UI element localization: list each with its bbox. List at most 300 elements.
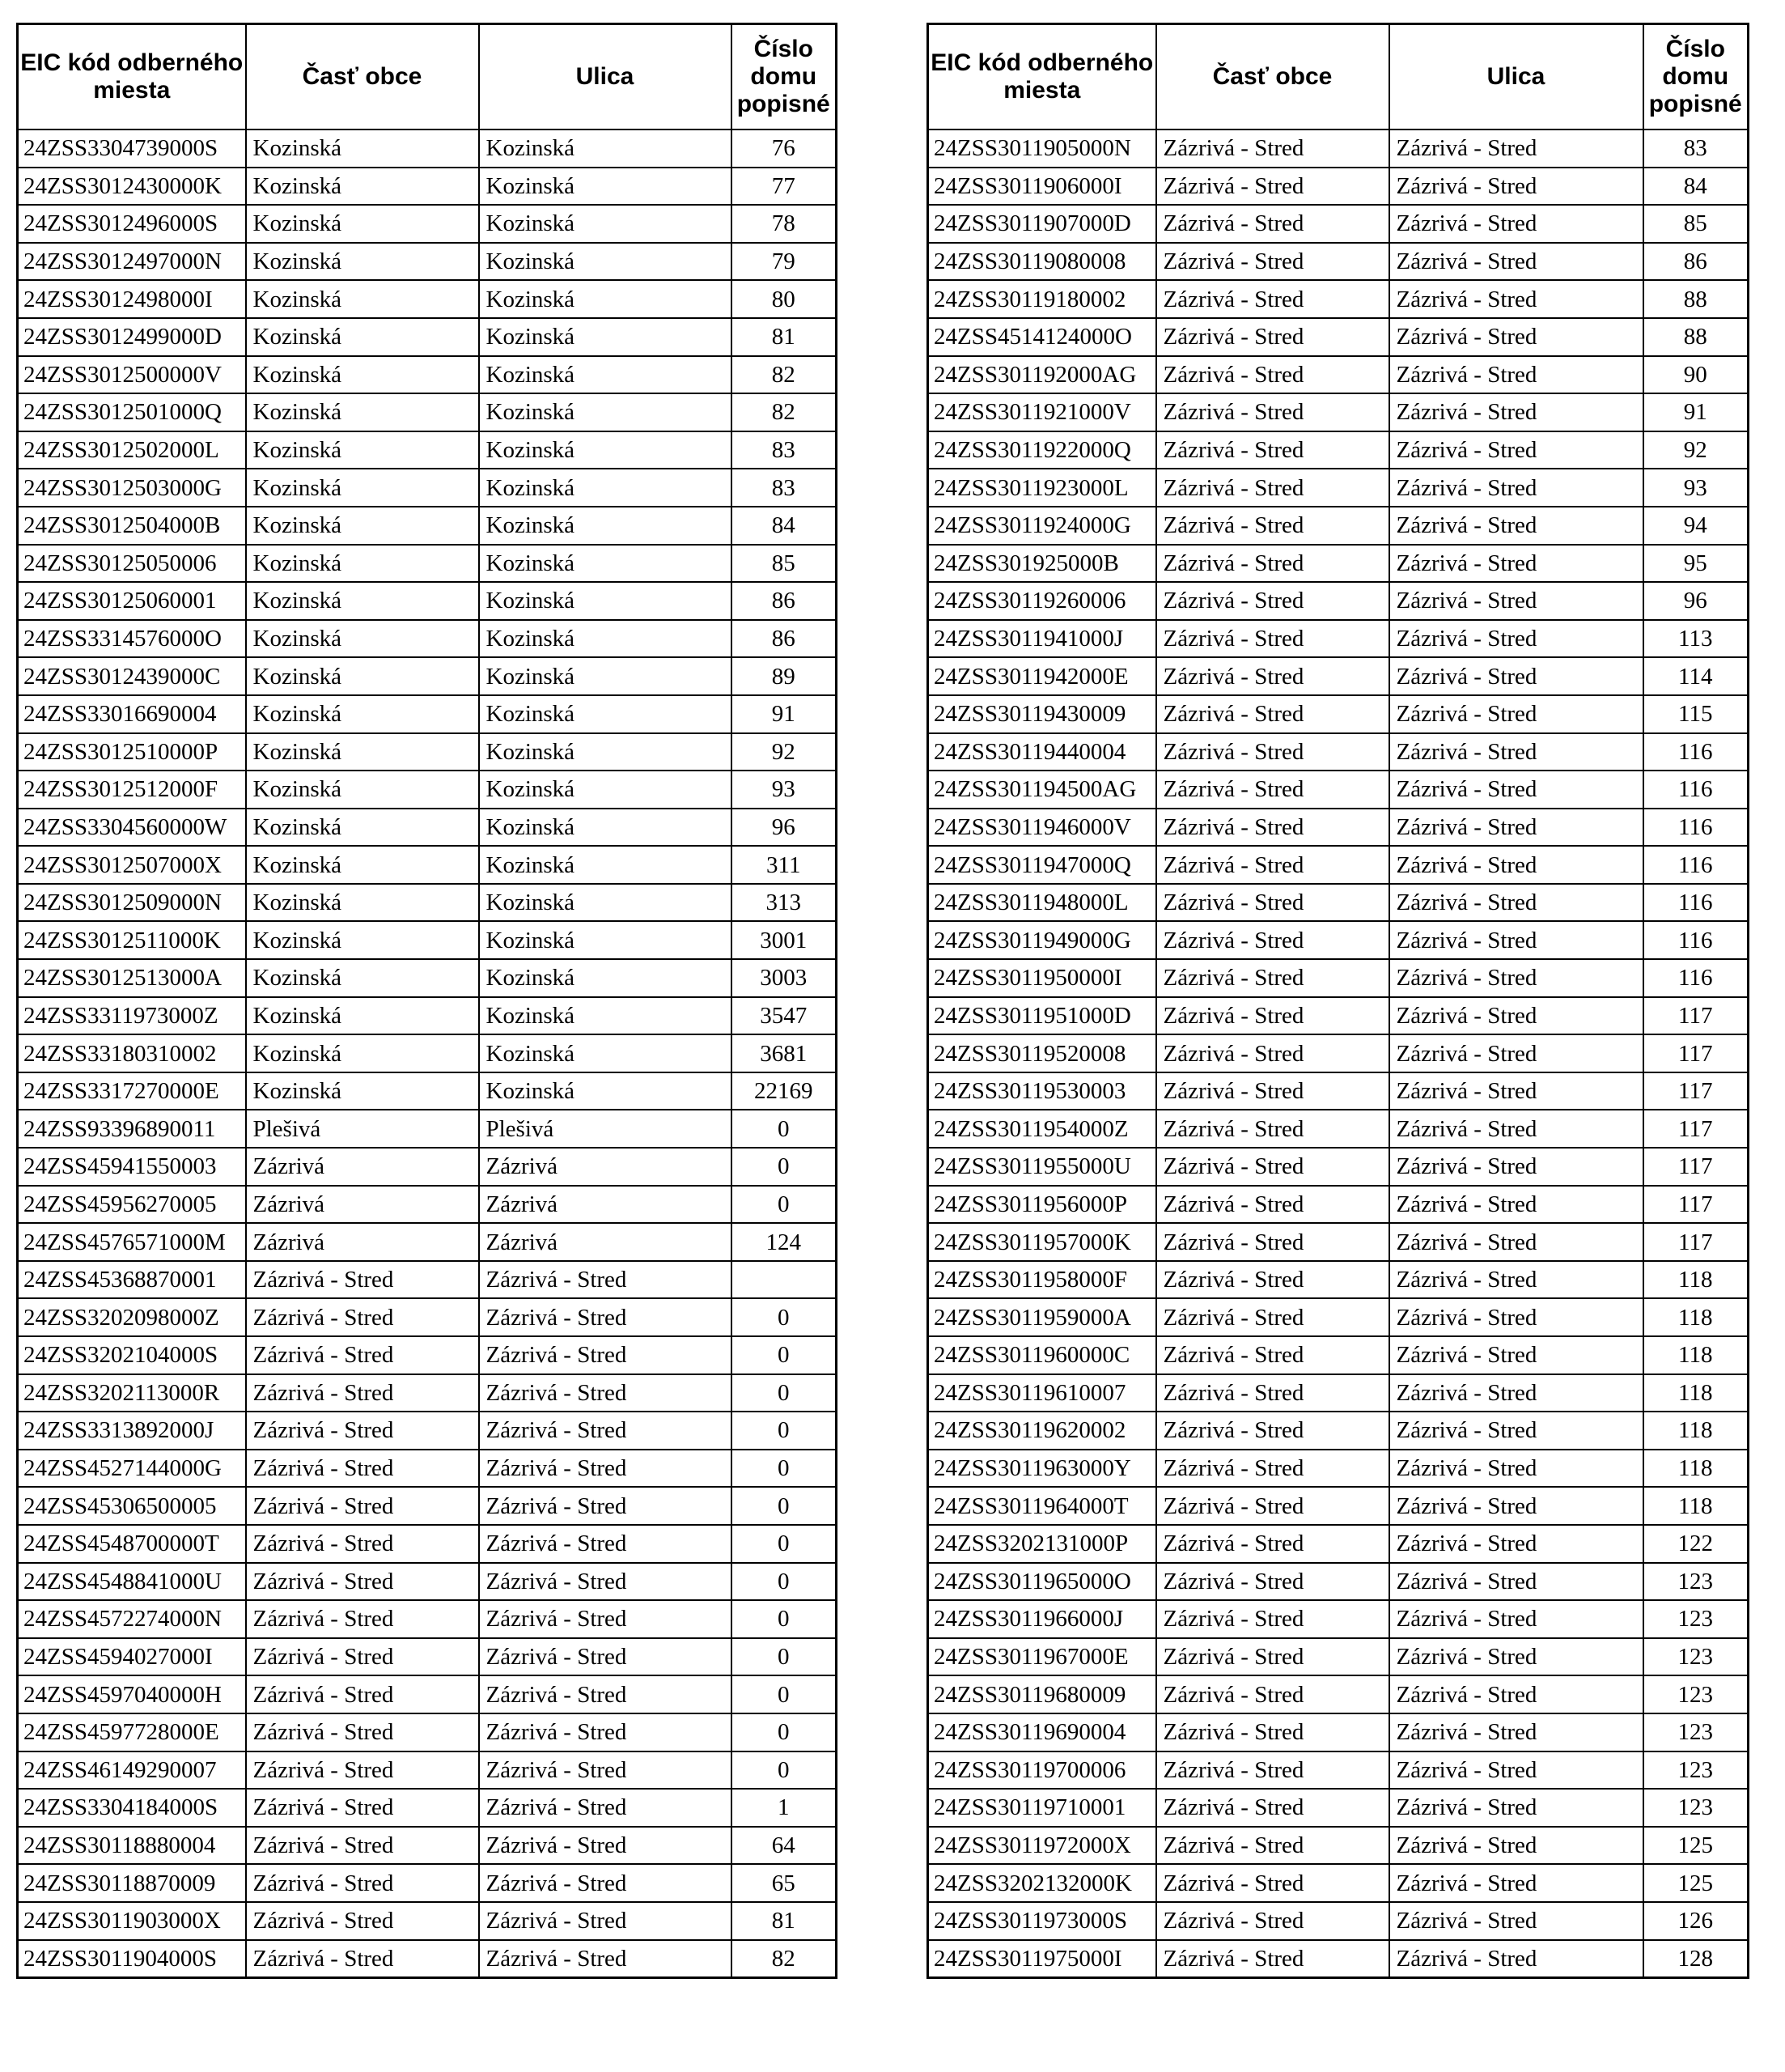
cast-obce-cell: Zázrivá - Stred bbox=[1156, 1110, 1389, 1148]
table-row bbox=[18, 1563, 837, 1601]
table-row bbox=[18, 733, 837, 771]
table-row bbox=[928, 1600, 1749, 1638]
cast-obce-cell: Zázrivá - Stred bbox=[1156, 1902, 1389, 1940]
cast-obce-cell: Kozinská bbox=[246, 393, 479, 431]
eic-code-cell: 24ZSS3011954000Z bbox=[928, 1110, 1156, 1148]
eic-code-cell: 24ZSS4514124000O bbox=[928, 318, 1156, 356]
eic-code-cell: 24ZSS3011906000I bbox=[928, 168, 1156, 206]
eic-code-cell: 24ZSS3202132000K bbox=[928, 1864, 1156, 1902]
table-row bbox=[18, 1902, 837, 1940]
eic-code-cell: 24ZSS3011966000J bbox=[928, 1600, 1156, 1638]
cislo-domu-cell: 93 bbox=[1643, 469, 1749, 507]
table-row bbox=[928, 431, 1749, 469]
cast-obce-cell: Zázrivá - Stred bbox=[246, 1675, 479, 1713]
eic-code-cell: 24ZSS3011904000S bbox=[18, 1940, 246, 1978]
eic-code-cell: 24ZSS30119440004 bbox=[928, 733, 1156, 771]
table-row bbox=[928, 1638, 1749, 1676]
table-row bbox=[18, 1110, 837, 1148]
ulica-cell: Zázrivá - Stred bbox=[1389, 168, 1643, 206]
cast-obce-cell: Kozinská bbox=[246, 582, 479, 620]
cast-obce-cell: Kozinská bbox=[246, 695, 479, 733]
eic-code-cell: 24ZSS3011975000I bbox=[928, 1940, 1156, 1978]
eic-code-cell: 24ZSS3011921000V bbox=[928, 393, 1156, 431]
cislo-domu-cell: 123 bbox=[1643, 1638, 1749, 1676]
table-row bbox=[928, 1864, 1749, 1902]
cast-obce-cell: Zázrivá - Stred bbox=[1156, 469, 1389, 507]
table-row bbox=[18, 1072, 837, 1110]
ulica-cell: Zázrivá - Stred bbox=[1389, 1148, 1643, 1186]
eic-code-cell: 24ZSS3202113000R bbox=[18, 1374, 246, 1412]
cast-obce-cell: Kozinská bbox=[246, 431, 479, 469]
cast-obce-cell: Zázrivá - Stred bbox=[1156, 733, 1389, 771]
table-row bbox=[928, 809, 1749, 847]
table-row bbox=[928, 393, 1749, 431]
cast-obce-cell: Kozinská bbox=[246, 205, 479, 243]
ulica-cell: Zázrivá - Stred bbox=[1389, 1034, 1643, 1072]
ulica-cell: Zázrivá - Stred bbox=[1389, 1675, 1643, 1713]
eic-code-cell: 24ZSS3012496000S bbox=[18, 205, 246, 243]
table-row bbox=[18, 997, 837, 1035]
ulica-cell: Zázrivá - Stred bbox=[1389, 921, 1643, 959]
cast-obce-cell: Kozinská bbox=[246, 318, 479, 356]
cislo-domu-cell: 96 bbox=[1643, 582, 1749, 620]
eic-code-cell: 24ZSS3011967000E bbox=[928, 1638, 1156, 1676]
eic-code-cell: 24ZSS3011947000Q bbox=[928, 846, 1156, 884]
ulica-cell: Kozinská bbox=[479, 997, 731, 1035]
cislo-domu-cell: 116 bbox=[1643, 921, 1749, 959]
table-row bbox=[928, 1487, 1749, 1525]
right-table bbox=[926, 23, 1749, 1979]
eic-code-cell: 24ZSS3012499000D bbox=[18, 318, 246, 356]
ulica-cell: Kozinská bbox=[479, 959, 731, 997]
cast-obce-cell: Zázrivá - Stred bbox=[246, 1336, 479, 1374]
cast-obce-cell: Kozinská bbox=[246, 809, 479, 847]
eic-code-cell: 24ZSS3202104000S bbox=[18, 1336, 246, 1374]
cast-obce-cell: Kozinská bbox=[246, 1034, 479, 1072]
cast-obce-cell: Zázrivá - Stred bbox=[1156, 393, 1389, 431]
ulica-cell: Zázrivá - Stred bbox=[1389, 1186, 1643, 1224]
cislo-domu-cell: 64 bbox=[731, 1827, 837, 1865]
ulica-cell: Kozinská bbox=[479, 431, 731, 469]
cast-obce-cell: Zázrivá - Stred bbox=[1156, 959, 1389, 997]
cislo-domu-cell: 82 bbox=[731, 1940, 837, 1978]
left-table bbox=[16, 23, 837, 1979]
cislo-domu-cell: 118 bbox=[1643, 1374, 1749, 1412]
eic-code-cell: 24ZSS3011941000J bbox=[928, 620, 1156, 658]
cislo-domu-cell: 83 bbox=[1643, 130, 1749, 168]
cast-obce-cell: Zázrivá - Stred bbox=[1156, 1261, 1389, 1299]
cast-obce-cell: Zázrivá - Stred bbox=[246, 1374, 479, 1412]
cast-obce-cell: Kozinská bbox=[246, 469, 479, 507]
eic-code-cell: 24ZSS3012501000Q bbox=[18, 393, 246, 431]
eic-code-cell: 24ZSS3011957000K bbox=[928, 1223, 1156, 1261]
header-ulica: Ulica bbox=[479, 24, 731, 130]
ulica-cell: Kozinská bbox=[479, 809, 731, 847]
ulica-cell: Zázrivá - Stred bbox=[479, 1713, 731, 1751]
table-row bbox=[18, 1600, 837, 1638]
eic-code-cell: 24ZSS4576571000M bbox=[18, 1223, 246, 1261]
cislo-domu-cell: 123 bbox=[1643, 1751, 1749, 1790]
eic-code-cell: 24ZSS30119700006 bbox=[928, 1751, 1156, 1790]
cast-obce-cell: Kozinská bbox=[246, 356, 479, 394]
cast-obce-cell: Zázrivá - Stred bbox=[1156, 1563, 1389, 1601]
eic-code-cell: 24ZSS3011973000S bbox=[928, 1902, 1156, 1940]
ulica-cell: Zázrivá - Stred bbox=[1389, 356, 1643, 394]
cislo-domu-cell: 0 bbox=[731, 1298, 837, 1336]
ulica-cell: Zázrivá - Stred bbox=[1389, 1298, 1643, 1336]
table-row bbox=[928, 1450, 1749, 1488]
eic-code-cell: 24ZSS30119080008 bbox=[928, 243, 1156, 281]
header-ulica: Ulica bbox=[1389, 24, 1643, 130]
eic-code-cell: 24ZSS30119690004 bbox=[928, 1713, 1156, 1751]
eic-code-cell: 24ZSS3011924000G bbox=[928, 507, 1156, 545]
table-row bbox=[928, 582, 1749, 620]
table-row bbox=[18, 1751, 837, 1790]
cast-obce-cell: Zázrivá - Stred bbox=[1156, 1072, 1389, 1110]
table-row bbox=[18, 1336, 837, 1374]
cislo-domu-cell: 118 bbox=[1643, 1487, 1749, 1525]
cislo-domu-cell: 117 bbox=[1643, 1186, 1749, 1224]
eic-code-cell: 24ZSS3012507000X bbox=[18, 846, 246, 884]
cislo-domu-cell: 311 bbox=[731, 846, 837, 884]
table-row bbox=[928, 657, 1749, 695]
eic-code-cell: 24ZSS3314576000O bbox=[18, 620, 246, 658]
cast-obce-cell: Zázrivá - Stred bbox=[1156, 507, 1389, 545]
table-row bbox=[928, 1412, 1749, 1450]
table-row bbox=[18, 1713, 837, 1751]
table-row bbox=[18, 1223, 837, 1261]
eic-code-cell: 24ZSS3011955000U bbox=[928, 1148, 1156, 1186]
table-row bbox=[18, 1789, 837, 1827]
cislo-domu-cell: 84 bbox=[1643, 168, 1749, 206]
eic-code-cell: 24ZSS46149290007 bbox=[18, 1751, 246, 1790]
eic-code-cell: 24ZSS30119710001 bbox=[928, 1789, 1156, 1827]
table-row bbox=[18, 1638, 837, 1676]
ulica-cell: Kozinská bbox=[479, 507, 731, 545]
cislo-domu-cell: 3547 bbox=[731, 997, 837, 1035]
cast-obce-cell: Zázrivá - Stred bbox=[246, 1487, 479, 1525]
ulica-cell: Zázrivá - Stred bbox=[1389, 1450, 1643, 1488]
table-row bbox=[928, 1110, 1749, 1148]
ulica-cell: Zázrivá - Stred bbox=[479, 1789, 731, 1827]
cast-obce-cell: Zázrivá - Stred bbox=[246, 1789, 479, 1827]
cast-obce-cell: Zázrivá - Stred bbox=[1156, 1675, 1389, 1713]
cast-obce-cell: Zázrivá - Stred bbox=[1156, 431, 1389, 469]
cislo-domu-cell: 83 bbox=[731, 431, 837, 469]
eic-code-cell: 24ZSS30125060001 bbox=[18, 582, 246, 620]
cislo-domu-cell: 92 bbox=[731, 733, 837, 771]
cislo-domu-cell: 124 bbox=[731, 1223, 837, 1261]
table-row bbox=[928, 507, 1749, 545]
cislo-domu-cell: 0 bbox=[731, 1110, 837, 1148]
cast-obce-cell: Kozinská bbox=[246, 884, 479, 922]
cislo-domu-cell: 117 bbox=[1643, 1110, 1749, 1148]
eic-code-cell: 24ZSS3011942000E bbox=[928, 657, 1156, 695]
cislo-domu-cell: 0 bbox=[731, 1186, 837, 1224]
eic-code-cell: 24ZSS30119260006 bbox=[928, 582, 1156, 620]
table-row bbox=[928, 318, 1749, 356]
eic-code-cell: 24ZSS3011907000D bbox=[928, 205, 1156, 243]
eic-code-cell: 24ZSS3011964000T bbox=[928, 1487, 1156, 1525]
table-row bbox=[928, 130, 1749, 168]
table-row bbox=[928, 1374, 1749, 1412]
eic-code-cell: 24ZSS30119530003 bbox=[928, 1072, 1156, 1110]
table-row bbox=[18, 921, 837, 959]
ulica-cell: Zázrivá - Stred bbox=[1389, 1789, 1643, 1827]
ulica-cell: Kozinská bbox=[479, 130, 731, 168]
table-row bbox=[18, 1186, 837, 1224]
cast-obce-cell: Zázrivá - Stred bbox=[1156, 1374, 1389, 1412]
table-row bbox=[18, 545, 837, 583]
cislo-domu-cell: 116 bbox=[1643, 809, 1749, 847]
cast-obce-cell: Zázrivá - Stred bbox=[246, 1864, 479, 1902]
cislo-domu-cell: 91 bbox=[731, 695, 837, 733]
eic-code-cell: 24ZSS4548841000U bbox=[18, 1563, 246, 1601]
cislo-domu-cell: 81 bbox=[731, 1902, 837, 1940]
cislo-domu-cell: 116 bbox=[1643, 959, 1749, 997]
cast-obce-cell: Zázrivá - Stred bbox=[246, 1412, 479, 1450]
table-row bbox=[928, 1827, 1749, 1865]
header-cislo-domu: Číslo domu popisné bbox=[1643, 24, 1749, 130]
eic-code-cell: 24ZSS3012430000K bbox=[18, 168, 246, 206]
cast-obce-cell: Kozinská bbox=[246, 771, 479, 809]
header-cast-obce: Časť obce bbox=[1156, 24, 1389, 130]
eic-code-cell: 24ZSS30119180002 bbox=[928, 280, 1156, 318]
ulica-cell: Zázrivá - Stred bbox=[1389, 393, 1643, 431]
cislo-domu-cell: 3003 bbox=[731, 959, 837, 997]
table-row bbox=[18, 469, 837, 507]
eic-code-cell: 24ZSS3011972000X bbox=[928, 1827, 1156, 1865]
ulica-cell: Zázrivá - Stred bbox=[1389, 582, 1643, 620]
cislo-domu-cell: 78 bbox=[731, 205, 837, 243]
table-row bbox=[928, 733, 1749, 771]
table-row bbox=[18, 695, 837, 733]
eic-code-cell: 24ZSS3011946000V bbox=[928, 809, 1156, 847]
cislo-domu-cell: 83 bbox=[731, 469, 837, 507]
cast-obce-cell: Zázrivá - Stred bbox=[1156, 1600, 1389, 1638]
cislo-domu-cell: 117 bbox=[1643, 1072, 1749, 1110]
ulica-cell: Zázrivá - Stred bbox=[479, 1902, 731, 1940]
table-row bbox=[18, 393, 837, 431]
cislo-domu-cell: 117 bbox=[1643, 1034, 1749, 1072]
ulica-cell: Zázrivá bbox=[479, 1223, 731, 1261]
cast-obce-cell: Zázrivá - Stred bbox=[1156, 771, 1389, 809]
cislo-domu-cell: 95 bbox=[1643, 545, 1749, 583]
cast-obce-cell: Zázrivá - Stred bbox=[1156, 1940, 1389, 1978]
ulica-cell: Zázrivá - Stred bbox=[1389, 130, 1643, 168]
ulica-cell: Zázrivá - Stred bbox=[1389, 1563, 1643, 1601]
cast-obce-cell: Zázrivá - Stred bbox=[1156, 997, 1389, 1035]
cast-obce-cell: Kozinská bbox=[246, 620, 479, 658]
ulica-cell: Kozinská bbox=[479, 205, 731, 243]
table-row bbox=[928, 356, 1749, 394]
cast-obce-cell: Zázrivá - Stred bbox=[1156, 1223, 1389, 1261]
ulica-cell: Zázrivá - Stred bbox=[479, 1487, 731, 1525]
cast-obce-cell: Zázrivá - Stred bbox=[1156, 1148, 1389, 1186]
ulica-cell: Zázrivá - Stred bbox=[1389, 1261, 1643, 1299]
cast-obce-cell: Zázrivá - Stred bbox=[1156, 243, 1389, 281]
ulica-cell: Zázrivá - Stred bbox=[479, 1864, 731, 1902]
table-row bbox=[18, 1940, 837, 1978]
cast-obce-cell: Zázrivá - Stred bbox=[246, 1827, 479, 1865]
cast-obce-cell: Zázrivá - Stred bbox=[246, 1902, 479, 1940]
cast-obce-cell: Zázrivá - Stred bbox=[1156, 1412, 1389, 1450]
ulica-cell: Zázrivá - Stred bbox=[479, 1600, 731, 1638]
cislo-domu-cell: 94 bbox=[1643, 507, 1749, 545]
cast-obce-cell: Kozinská bbox=[246, 997, 479, 1035]
cast-obce-cell: Zázrivá - Stred bbox=[1156, 1827, 1389, 1865]
ulica-cell: Zázrivá - Stred bbox=[1389, 507, 1643, 545]
cislo-domu-cell: 114 bbox=[1643, 657, 1749, 695]
table-row bbox=[928, 1034, 1749, 1072]
ulica-cell: Zázrivá - Stred bbox=[1389, 243, 1643, 281]
cislo-domu-cell: 116 bbox=[1643, 884, 1749, 922]
header-cast-obce: Časť obce bbox=[246, 24, 479, 130]
table-row bbox=[18, 243, 837, 281]
ulica-cell: Zázrivá - Stred bbox=[1389, 809, 1643, 847]
ulica-cell: Zázrivá - Stred bbox=[1389, 1600, 1643, 1638]
table-row bbox=[928, 1148, 1749, 1186]
eic-code-cell: 24ZSS4597728000E bbox=[18, 1713, 246, 1751]
table-row bbox=[928, 469, 1749, 507]
table-row bbox=[928, 959, 1749, 997]
cislo-domu-cell: 85 bbox=[1643, 205, 1749, 243]
cislo-domu-cell: 0 bbox=[731, 1148, 837, 1186]
cast-obce-cell: Zázrivá - Stred bbox=[1156, 130, 1389, 168]
header-eic: EIC kód odberného miesta bbox=[18, 24, 246, 130]
ulica-cell: Zázrivá - Stred bbox=[1389, 884, 1643, 922]
cislo-domu-cell: 93 bbox=[731, 771, 837, 809]
cast-obce-cell: Zázrivá - Stred bbox=[1156, 280, 1389, 318]
eic-code-cell: 24ZSS3012511000K bbox=[18, 921, 246, 959]
cast-obce-cell: Kozinská bbox=[246, 168, 479, 206]
cislo-domu-cell: 0 bbox=[731, 1336, 837, 1374]
table-row bbox=[928, 1675, 1749, 1713]
table-row bbox=[928, 545, 1749, 583]
ulica-cell: Zázrivá - Stred bbox=[479, 1827, 731, 1865]
table-row bbox=[18, 1487, 837, 1525]
eic-code-cell: 24ZSS30118870009 bbox=[18, 1864, 246, 1902]
table-row bbox=[18, 620, 837, 658]
eic-code-cell: 24ZSS3012498000I bbox=[18, 280, 246, 318]
cast-obce-cell: Zázrivá - Stred bbox=[246, 1525, 479, 1563]
eic-code-cell: 24ZSS3011960000C bbox=[928, 1336, 1156, 1374]
eic-code-cell: 24ZSS3012512000F bbox=[18, 771, 246, 809]
table-row bbox=[928, 1713, 1749, 1751]
cast-obce-cell: Zázrivá - Stred bbox=[246, 1940, 479, 1978]
ulica-cell: Zázrivá - Stred bbox=[479, 1412, 731, 1450]
cislo-domu-cell: 77 bbox=[731, 168, 837, 206]
eic-code-cell: 24ZSS3012509000N bbox=[18, 884, 246, 922]
cislo-domu-cell: 86 bbox=[731, 582, 837, 620]
table-row bbox=[18, 1864, 837, 1902]
ulica-cell: Zázrivá - Stred bbox=[1389, 1072, 1643, 1110]
table-row bbox=[928, 1336, 1749, 1374]
cislo-domu-cell: 118 bbox=[1643, 1336, 1749, 1374]
table-row bbox=[928, 846, 1749, 884]
ulica-cell: Zázrivá - Stred bbox=[1389, 1902, 1643, 1940]
cast-obce-cell: Zázrivá - Stred bbox=[1156, 846, 1389, 884]
table-row bbox=[18, 280, 837, 318]
ulica-cell: Zázrivá - Stred bbox=[479, 1675, 731, 1713]
header-cislo-domu: Číslo domu popisné bbox=[731, 24, 837, 130]
header-row bbox=[18, 24, 837, 130]
ulica-cell: Zázrivá - Stred bbox=[479, 1525, 731, 1563]
eic-code-cell: 24ZSS3011956000P bbox=[928, 1186, 1156, 1224]
header-row bbox=[928, 24, 1749, 130]
eic-code-cell: 24ZSS45941550003 bbox=[18, 1148, 246, 1186]
cislo-domu-cell: 123 bbox=[1643, 1789, 1749, 1827]
ulica-cell: Kozinská bbox=[479, 1072, 731, 1110]
cast-obce-cell: Kozinská bbox=[246, 545, 479, 583]
ulica-cell: Zázrivá - Stred bbox=[1389, 695, 1643, 733]
cislo-domu-cell: 116 bbox=[1643, 771, 1749, 809]
eic-code-cell: 24ZSS45956270005 bbox=[18, 1186, 246, 1224]
eic-code-cell: 24ZSS3311973000Z bbox=[18, 997, 246, 1035]
cislo-domu-cell: 89 bbox=[731, 657, 837, 695]
cislo-domu-cell: 1 bbox=[731, 1789, 837, 1827]
table-row bbox=[18, 1148, 837, 1186]
eic-code-cell: 24ZSS3012504000B bbox=[18, 507, 246, 545]
ulica-cell: Plešivá bbox=[479, 1110, 731, 1148]
cislo-domu-cell: 0 bbox=[731, 1525, 837, 1563]
cast-obce-cell: Zázrivá - Stred bbox=[1156, 1638, 1389, 1676]
cast-obce-cell: Zázrivá - Stred bbox=[1156, 582, 1389, 620]
ulica-cell: Zázrivá - Stred bbox=[1389, 545, 1643, 583]
eic-code-cell: 24ZSS3011958000F bbox=[928, 1261, 1156, 1299]
eic-code-cell: 24ZSS3012497000N bbox=[18, 243, 246, 281]
table-row bbox=[928, 1789, 1749, 1827]
cislo-domu-cell: 81 bbox=[731, 318, 837, 356]
cast-obce-cell: Zázrivá - Stred bbox=[1156, 1336, 1389, 1374]
cislo-domu-cell: 115 bbox=[1643, 695, 1749, 733]
table-row bbox=[928, 1223, 1749, 1261]
eic-code-cell: 24ZSS4594027000I bbox=[18, 1638, 246, 1676]
cislo-domu-cell: 118 bbox=[1643, 1412, 1749, 1450]
table-row bbox=[928, 921, 1749, 959]
cast-obce-cell: Kozinská bbox=[246, 733, 479, 771]
table-row bbox=[18, 205, 837, 243]
ulica-cell: Zázrivá - Stred bbox=[1389, 771, 1643, 809]
cislo-domu-cell: 126 bbox=[1643, 1902, 1749, 1940]
table-row bbox=[928, 168, 1749, 206]
eic-code-cell: 24ZSS3313892000J bbox=[18, 1412, 246, 1450]
ulica-cell: Kozinská bbox=[479, 393, 731, 431]
table-row bbox=[928, 1563, 1749, 1601]
ulica-cell: Zázrivá - Stred bbox=[1389, 1110, 1643, 1148]
ulica-cell: Zázrivá - Stred bbox=[1389, 1525, 1643, 1563]
eic-code-cell: 24ZSS3304739000S bbox=[18, 130, 246, 168]
cast-obce-cell: Kozinská bbox=[246, 921, 479, 959]
ulica-cell: Zázrivá - Stred bbox=[1389, 1374, 1643, 1412]
eic-code-cell: 24ZSS33180310002 bbox=[18, 1034, 246, 1072]
cast-obce-cell: Zázrivá - Stred bbox=[1156, 657, 1389, 695]
cislo-domu-cell bbox=[731, 1261, 837, 1299]
cast-obce-cell: Kozinská bbox=[246, 130, 479, 168]
eic-code-cell: 24ZSS3011965000O bbox=[928, 1563, 1156, 1601]
table-row bbox=[18, 1298, 837, 1336]
table-row bbox=[928, 695, 1749, 733]
cislo-domu-cell: 0 bbox=[731, 1412, 837, 1450]
cislo-domu-cell: 0 bbox=[731, 1487, 837, 1525]
table-row bbox=[928, 1072, 1749, 1110]
table-row bbox=[928, 620, 1749, 658]
eic-code-cell: 24ZSS3011949000G bbox=[928, 921, 1156, 959]
ulica-cell: Kozinská bbox=[479, 620, 731, 658]
cast-obce-cell: Zázrivá - Stred bbox=[1156, 620, 1389, 658]
eic-code-cell: 24ZSS93396890011 bbox=[18, 1110, 246, 1148]
table-row bbox=[18, 507, 837, 545]
